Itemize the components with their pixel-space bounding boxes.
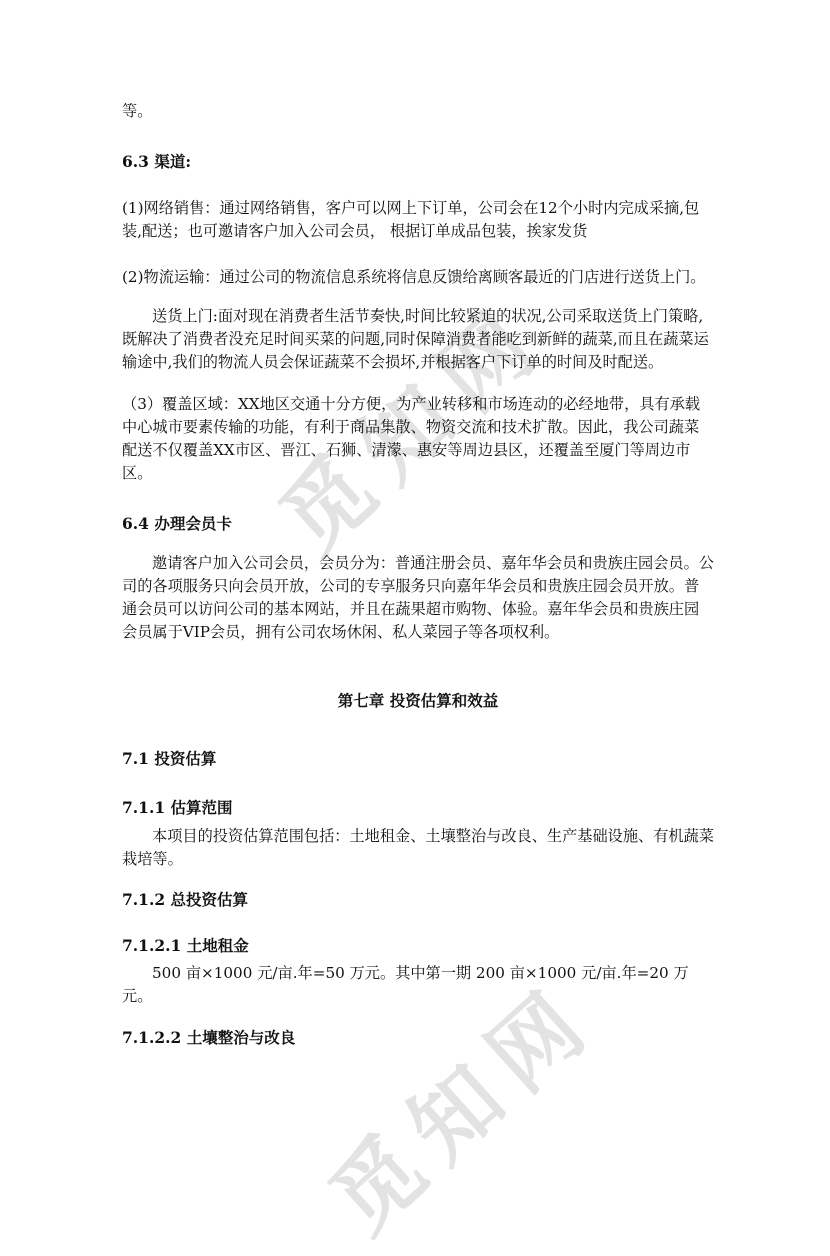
paragraph-scope: 本项目的投资估算范围包括：土地租金、土壤整治与改良、生产基础设施、有机蔬菜栽培等。: [122, 827, 714, 868]
paragraph-online-sales: (1)网络销售：通过网络销售，客户可以网上下订单，公司会在12个小时内完成采摘,包装,配送；也可邀请客户加入公司会员， 根据订单成品包装，挨家发货: [122, 199, 700, 240]
paragraph-delivery: 送货上门:面对现在消费者生活节奏快,时间比较紧迫的状况,公司采取送货上门策略,既解决了消费者没充足时间买菜的问题,同时保障消费者能吃到新鲜的蔬菜,而且在蔬菜运输途中,我们的物流人员会保证蔬菜不会损坏,并根据客户下订单的时间及时配送。: [122, 307, 709, 371]
section-heading-7-1-2-2: 7.1.2.2 土壤整治与改良: [122, 1028, 296, 1047]
section-heading-6-4: 6.4 办理会员卡: [122, 514, 232, 533]
watermark: 觅知网: [310, 963, 617, 1253]
chapter-title: 第七章 投资估算和效益: [337, 691, 499, 710]
section-heading-7-1-2: 7.1.2 总投资估算: [122, 890, 249, 909]
section-heading-7-1: 7.1 投资估算: [122, 749, 217, 768]
section-heading-7-1-2-1: 7.1.2.1 土地租金: [122, 936, 249, 955]
watermark: 觅知网: [260, 283, 567, 573]
section-heading-7-1-1: 7.1.1 估算范围: [122, 798, 233, 817]
paragraph-coverage: （3）覆盖区域：XX地区交通十分方便，为产业转移和市场连动的必经地带，具有承载中心城市要素传输的功能，有利于商品集散、物资交流和技术扩散。因此，我公司蔬菜配送不仅覆盖XX市区、晋江、石狮、清濛、惠安等周边县区，还覆盖至厦门等周边市区。: [122, 395, 701, 482]
paragraph-tail: 等。: [122, 102, 153, 120]
paragraph-membership: 邀请客户加入公司会员，会员分为：普通注册会员、嘉年华会员和贵族庄园会员。公司的各项服务只向会员开放，公司的专享服务只向嘉年华会员和贵族庄园会员开放。普通会员可以访问公司的基本网站，并且在蔬果超市购物、体验。嘉年华会员和贵族庄园会员属于VIP会员，拥有公司农场休闲、私人菜园子等各项权利。: [122, 554, 714, 641]
paragraph-logistics: (2)物流运输：通过公司的物流信息系统将信息反馈给离顾客最近的门店进行送货上门。: [122, 268, 706, 286]
paragraph-land-rent: 500 亩×1000 元/亩.年=50 万元。其中第一期 200 亩×1000 元/亩.年=20 万元。: [122, 964, 689, 1005]
section-heading-6-3: 6.3 渠道:: [122, 152, 192, 171]
